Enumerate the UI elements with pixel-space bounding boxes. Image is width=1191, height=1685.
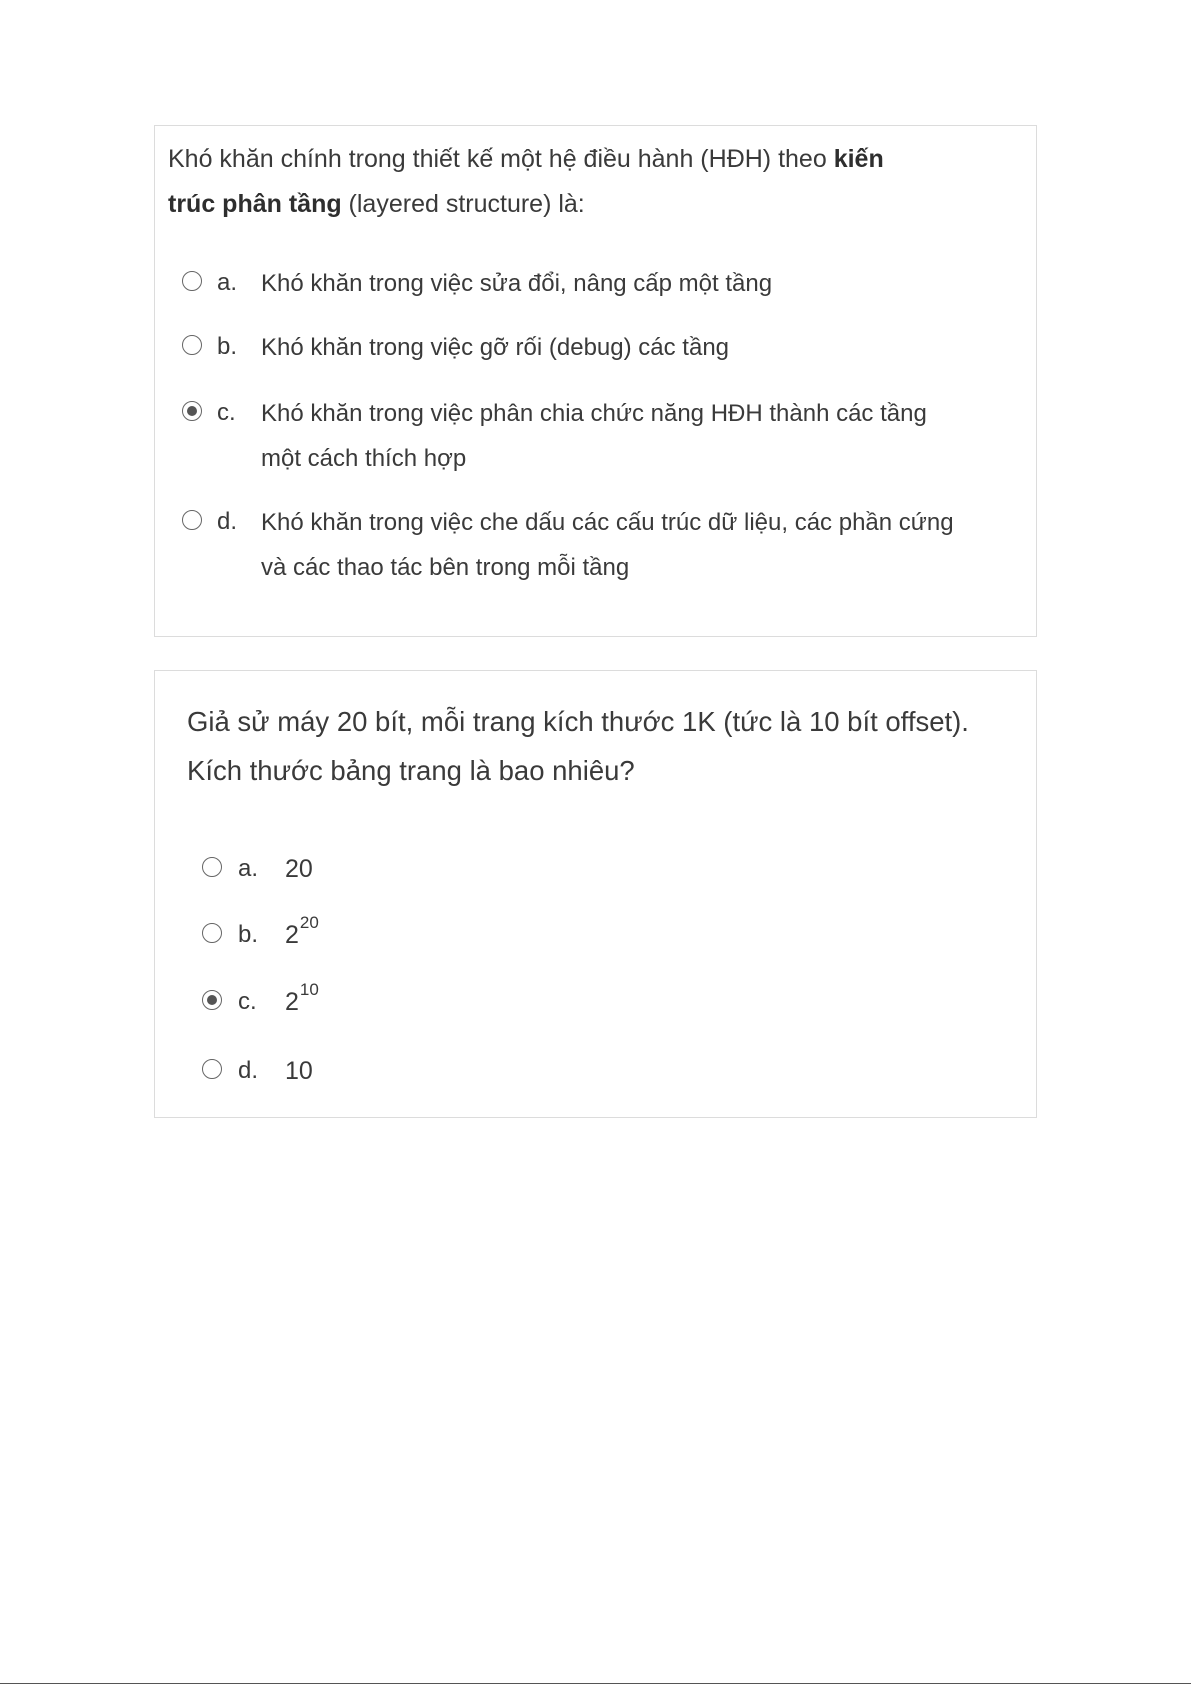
option-text: Khó khăn trong việc sửa đổi, nâng cấp một tầng <box>261 270 773 297</box>
question-text: Giả sử máy 20 bít, mỗi trang kích thước 1K (tức là 10 bít offset). Kích thước bảng trang là bao nhiêu? <box>187 706 969 786</box>
page-bottom-rule <box>0 1683 1191 1684</box>
option-letter: c. <box>238 988 257 1015</box>
exponent: 20 <box>299 913 319 932</box>
option-letter: d. <box>238 1057 259 1084</box>
question-card-1 <box>154 125 1037 637</box>
option-value: 20 <box>285 855 313 883</box>
radio-button-icon[interactable] <box>202 1059 222 1079</box>
option-text: Khó khăn trong việc gỡ rối (debug) các tầng <box>261 334 730 361</box>
option-value: $2^{20}$ <box>285 913 319 949</box>
option-letter: b. <box>238 921 259 948</box>
radio-button-selected-icon[interactable] <box>182 401 202 421</box>
option-letter: a. <box>238 855 259 882</box>
option-letter: d. <box>217 508 238 535</box>
option-value: $2^{10}$ <box>285 980 319 1016</box>
option-value: 10 <box>285 1057 313 1085</box>
question-text: Khó khăn chính trong thiết kế một hệ điều hành (HĐH) theo kiến trúc phân tầng (layered structure) là: <box>168 145 884 218</box>
option-letter: c. <box>217 399 236 426</box>
option-letter: b. <box>217 333 238 360</box>
radio-button-selected-icon[interactable] <box>202 990 222 1010</box>
radio-button-icon[interactable] <box>202 857 222 877</box>
exponent: 10 <box>299 980 319 999</box>
radio-button-icon[interactable] <box>182 335 202 355</box>
option-letter: a. <box>217 269 238 296</box>
question-card-2 <box>154 670 1037 1118</box>
radio-button-icon[interactable] <box>182 510 202 530</box>
radio-button-icon[interactable] <box>202 923 222 943</box>
radio-button-icon[interactable] <box>182 271 202 291</box>
option-text: Khó khăn trong việc che dấu các cấu trúc dữ liệu, các phần cứng và các thao tác bên trong mỗi tầng <box>261 509 954 581</box>
option-text: Khó khăn trong việc phân chia chức năng HĐH thành các tầng một cách thích hợp <box>261 400 927 472</box>
